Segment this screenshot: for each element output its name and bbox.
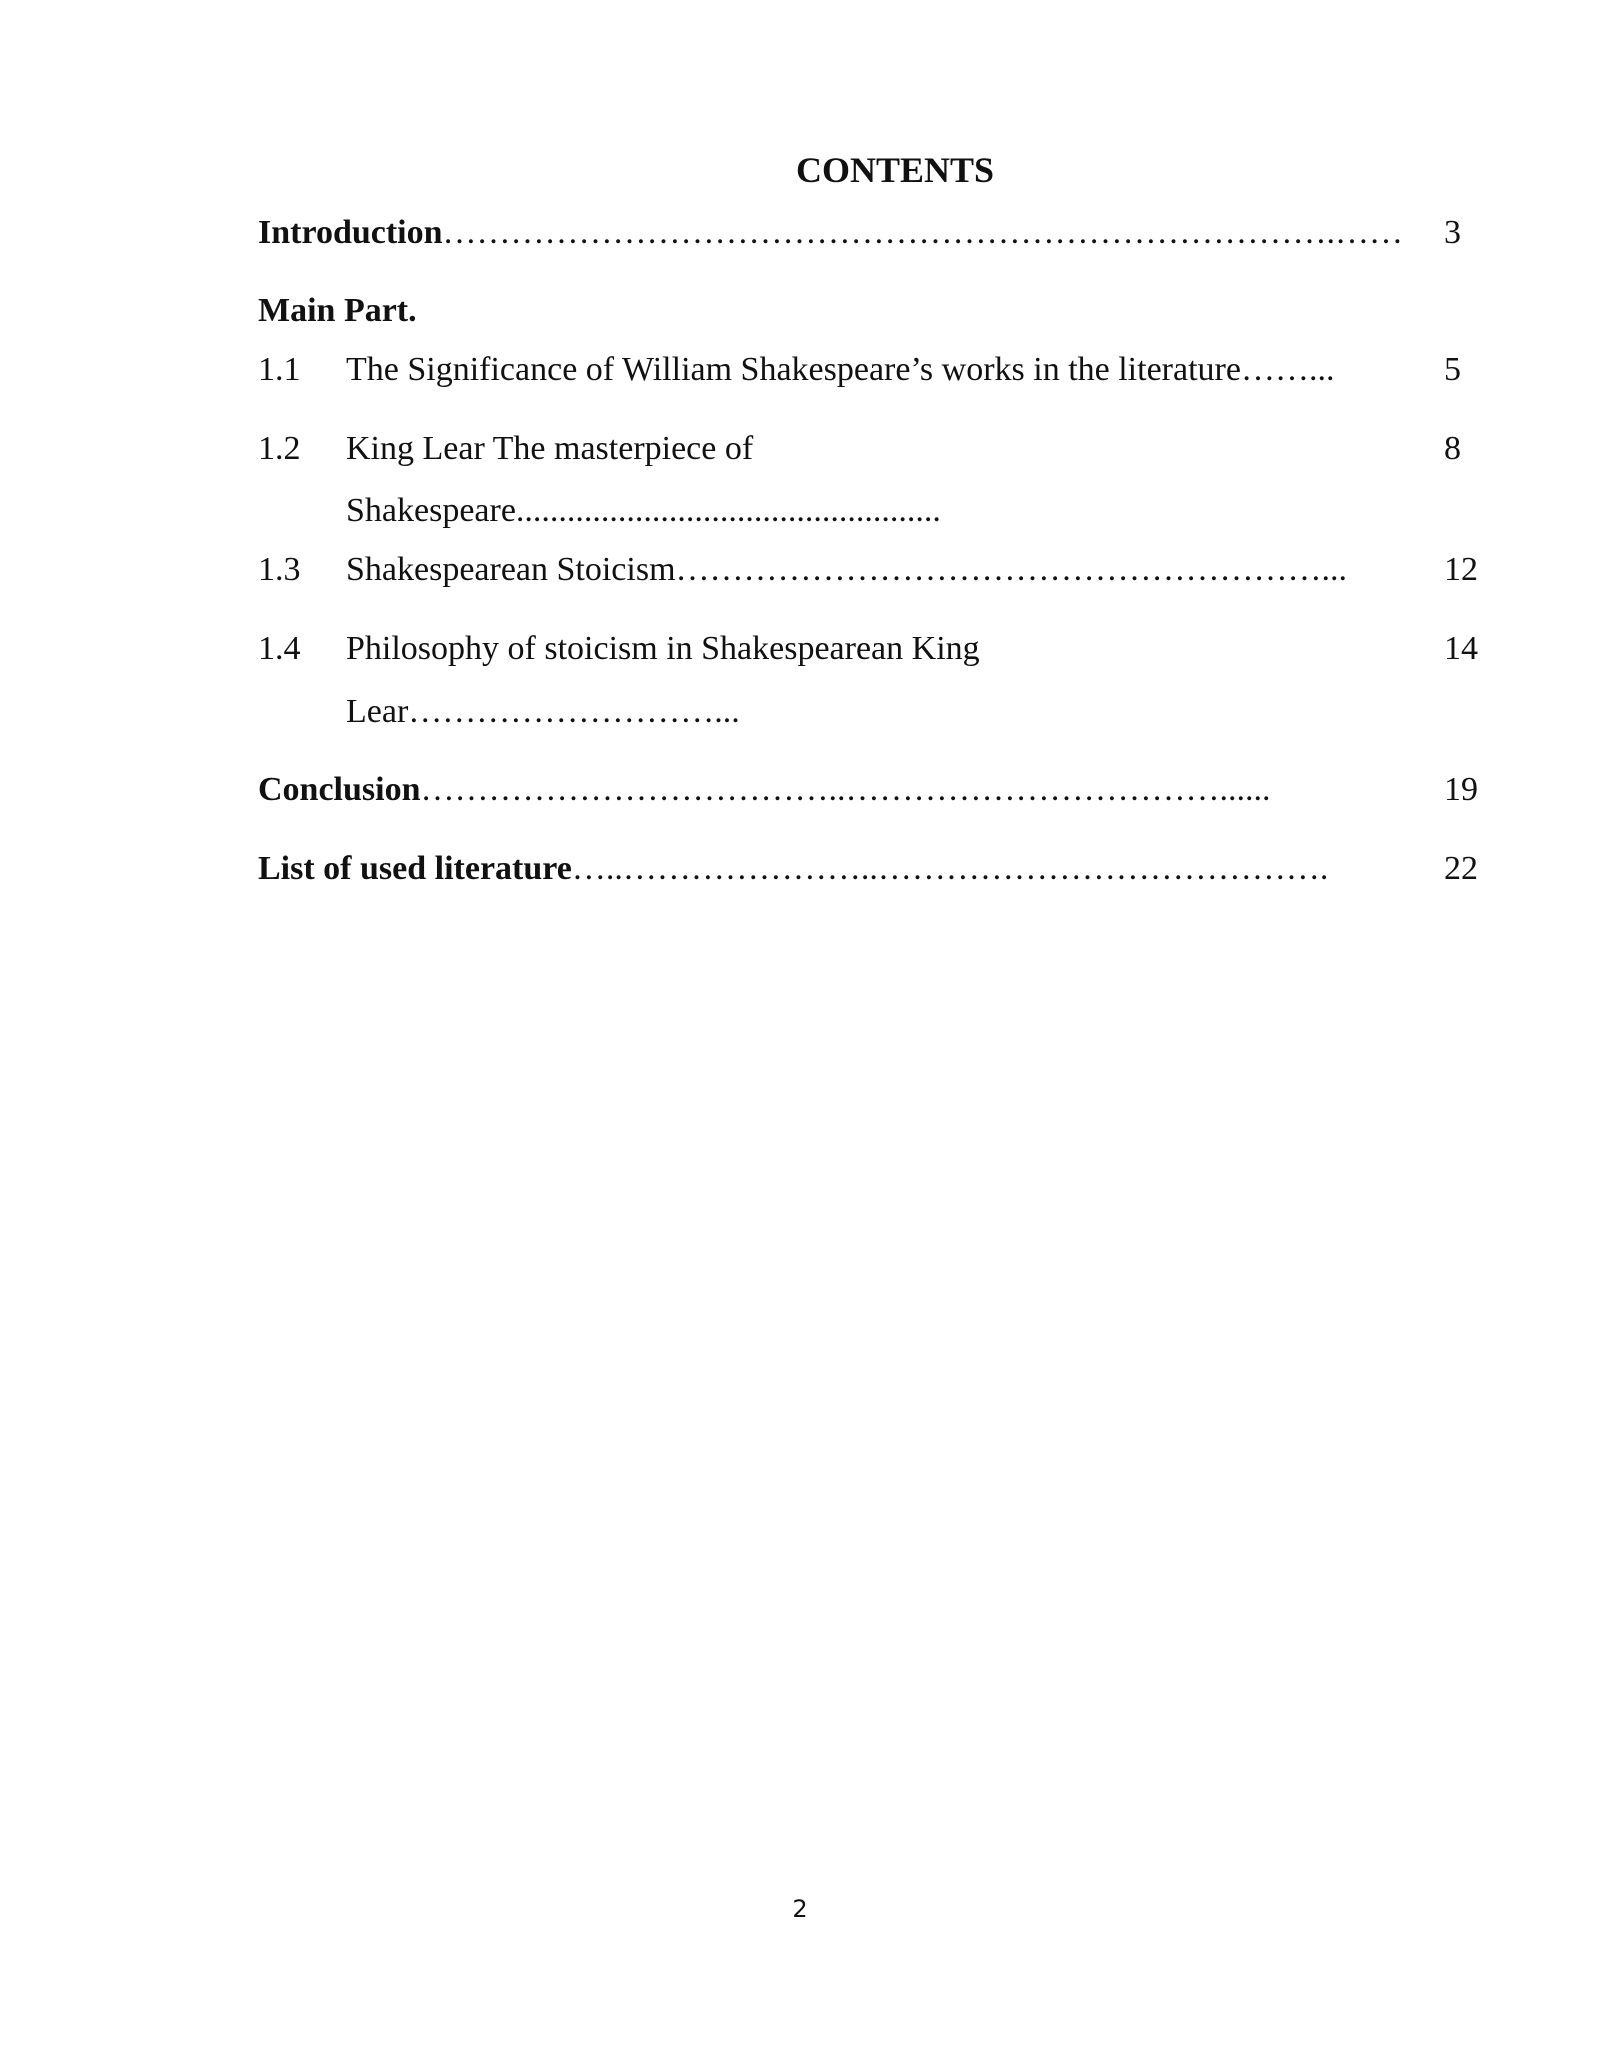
toc-leader: ………………………………..……………………………...... [420,771,1271,808]
toc-page-number: 19 [1444,771,1478,808]
toc-entry-number: 1.2 [258,430,301,467]
toc-entry-title: Philosophy of stoicism in Shakespearean King [346,630,980,667]
toc-entry-title: Introduction [258,214,443,251]
toc-leader: …………………………………………………………………….…… [442,214,1404,251]
toc-entry-label [258,211,1403,255]
toc-entry-1-4-continuation: Lear………………………... [346,693,740,730]
toc-page-number: 8 [1444,430,1461,467]
toc-entry-title: Conclusion [258,771,421,808]
toc-entry-title: Shakespearean Stoicism…………………………………………………... [346,551,1348,588]
toc-entry-title: List of used literature [258,850,572,887]
toc-entry-label [258,768,1271,812]
toc-page-number: 5 [1444,351,1461,388]
toc-leader: …..…………………..…………………………………. [571,850,1329,887]
toc-entry-number: 1.3 [258,551,301,588]
toc-entry-title: The Significance of William Shakespeare’s works in the literature……... [346,351,1335,388]
toc-entry-1-2-continuation: Shakespeare.................................................. [346,492,941,529]
toc-section-title: Main Part. [258,292,417,329]
contents-heading: CONTENTS [795,150,995,190]
toc-entry-title: King Lear The masterpiece of [346,430,754,467]
toc-entry-number: 1.4 [258,630,301,667]
toc-entry-number: 1.1 [258,351,301,388]
toc-page-number: 12 [1444,551,1478,588]
footer-page-number: 2 [792,1895,808,1923]
toc-page-number: 22 [1444,850,1478,887]
toc-page-number: 3 [1444,214,1461,251]
toc-entry-label [258,847,1328,891]
toc-page-number: 14 [1444,630,1478,667]
